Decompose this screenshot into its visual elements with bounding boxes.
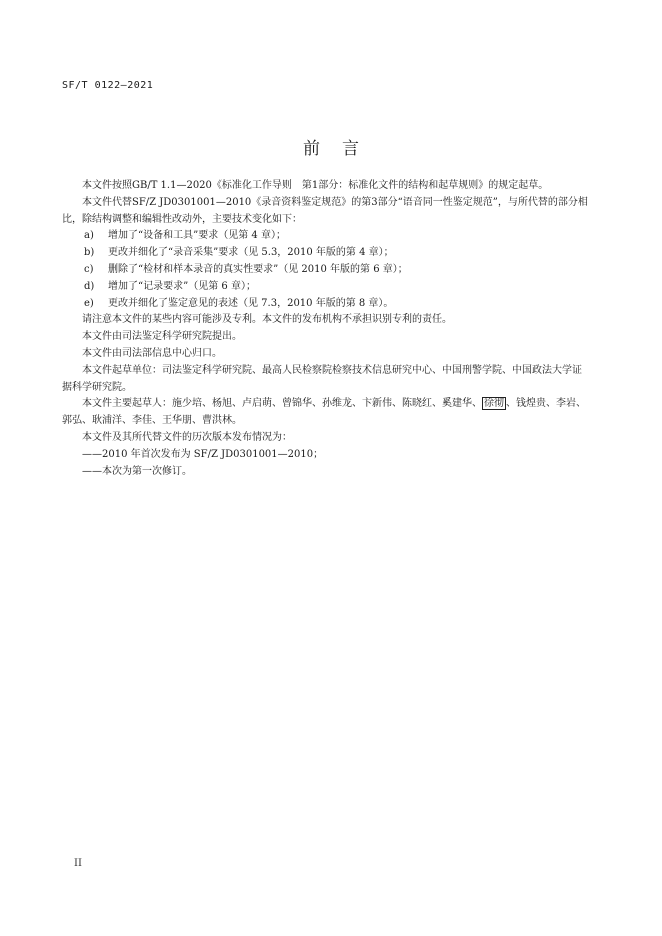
list-item-mark: b) bbox=[84, 247, 95, 259]
foreword-body bbox=[62, 178, 590, 480]
list-item-text: 更改并细化了“录音采集”要求（见 5.3，2010 年版的第 4 章）； bbox=[108, 247, 394, 259]
list-item-mark: e) bbox=[84, 297, 94, 309]
list-item-mark: c) bbox=[84, 263, 94, 275]
paragraph-drafting-rules: 本文件按照GB/T 1.1—2020《标准化工作导则 第1部分：标准化文件的结构和起草规则》的规定起草。 bbox=[82, 180, 549, 191]
list-item bbox=[62, 279, 590, 296]
history-item: ——本次为第一次修订。 bbox=[82, 465, 192, 477]
document-code: SF/T 0122—2021 bbox=[62, 80, 154, 91]
list-item-text: 增加了“设备和工具”要求（见第 4 章）； bbox=[108, 230, 286, 242]
highlighted-name: 徐彻 bbox=[484, 398, 504, 410]
list-item-text: 增加了“记录要求”（见第 6 章）； bbox=[108, 280, 256, 292]
changes-list bbox=[62, 228, 590, 312]
paragraph-drafting-units: 本文件起草单位：司法鉴定科学研究院、最高人民检察院检察技术信息研究中心、中国刑警学院、中国政法大学证据科学研究院。 bbox=[62, 364, 582, 393]
paragraph-proposed-by: 本文件由司法鉴定科学研究院提出。 bbox=[82, 331, 242, 343]
list-item-text: 更改并细化了鉴定意见的表述（见 7.3，2010 年版的第 8 章）。 bbox=[108, 297, 394, 309]
drafters-text-before: 本文件主要起草人：施少培、杨旭、卢启萌、曾锦华、孙维龙、卞新伟、陈晓红、奚建华、 bbox=[82, 398, 482, 410]
history-item: ——2010 年首次发布为 SF/Z JD0301001—2010； bbox=[82, 448, 324, 460]
list-item-mark: d) bbox=[84, 280, 95, 292]
page-title: 前言 bbox=[303, 139, 381, 159]
paragraph-version-history: 本文件及其所代替文件的历次版本发布情况为： bbox=[82, 431, 292, 443]
paragraph-replacement: 本文件代替SF/Z JD0301001—2010《录音资料鉴定规范》的第3部分“语音同一性鉴定规范”，与所代替的部分相比，除结构调整和编辑性改动外，主要技术变化如下： bbox=[62, 196, 588, 225]
list-item-text: 删除了“检材和样本录音的真实性要求”（见 2010 年版的第 6 章）； bbox=[108, 263, 408, 275]
list-item-mark: a) bbox=[84, 230, 94, 242]
paragraph-patent-notice: 请注意本文件的某些内容可能涉及专利。本文件的发布机构不承担识别专利的责任。 bbox=[82, 314, 452, 326]
page-number: II bbox=[74, 858, 82, 869]
list-item bbox=[62, 296, 590, 313]
list-item bbox=[62, 262, 590, 279]
drafters-text-after: 、钱煌贵、李岩、郭弘、耿浦洋、李佳、王华朋、曹洪林。 bbox=[62, 398, 586, 427]
paragraph-drafters bbox=[62, 396, 590, 430]
list-item bbox=[62, 228, 590, 245]
paragraph-administered-by: 本文件由司法部信息中心归口。 bbox=[82, 347, 222, 359]
list-item bbox=[62, 245, 590, 262]
